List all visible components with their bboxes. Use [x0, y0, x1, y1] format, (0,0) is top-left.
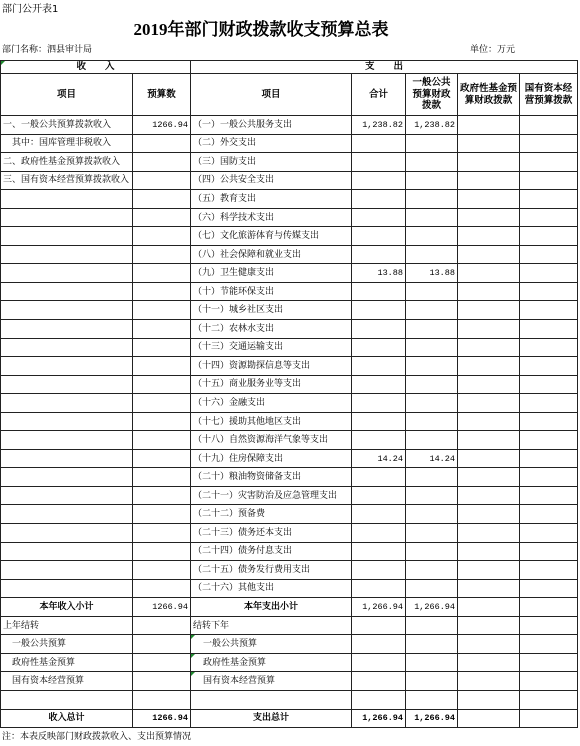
expense-item-cell: （二）外交支出 [191, 135, 352, 154]
gov-fund-amount-cell [458, 227, 520, 246]
income-item-cell [1, 339, 133, 358]
general-budget-amount-cell [406, 561, 458, 580]
expense-total-cell [352, 413, 406, 432]
gov-fund-column-header [458, 74, 520, 116]
expense-item-cell: （二十五）债务发行费用支出 [191, 561, 352, 580]
gov-fund-amount-cell [458, 357, 520, 376]
expense-total-cell [352, 283, 406, 302]
income-item-cell: 一、一般公共预算拨款收入 [1, 116, 133, 135]
expense-total-cell [352, 691, 406, 710]
gov-fund-amount-cell [458, 339, 520, 358]
expense-item-cell: （二十一）灾害防治及应急管理支出 [191, 487, 352, 506]
expense-item-cell: （六）科学技术支出 [191, 209, 352, 228]
expense-total-cell [352, 320, 406, 339]
income-item-cell: 国有资本经营预算 [1, 672, 133, 691]
gov-fund-amount-cell [458, 505, 520, 524]
expense-total-cell [352, 339, 406, 358]
state-capital-amount-cell [520, 580, 578, 599]
state-capital-amount-cell [520, 190, 578, 209]
income-amount-cell [133, 339, 191, 358]
expense-total-cell [352, 209, 406, 228]
state-capital-amount-cell [520, 394, 578, 413]
expense-item-cell: 国有资本经营预算 [191, 672, 352, 691]
gov-fund-amount-cell [458, 487, 520, 506]
general-budget-amount-cell [406, 227, 458, 246]
expense-total-cell: 1,238.82 [352, 116, 406, 135]
gov-fund-amount-cell [458, 153, 520, 172]
income-item-cell [1, 376, 133, 395]
state-capital-amount-cell [520, 264, 578, 283]
income-amount-cell [133, 320, 191, 339]
income-item-cell: 二、政府性基金预算拨款收入 [1, 153, 133, 172]
footer-note: 注：本表反映部门财政拨款收入、支出预算情况 [2, 732, 192, 742]
general-budget-amount-cell [406, 543, 458, 562]
state-capital-amount-cell [520, 431, 578, 450]
general-budget-amount-cell [406, 153, 458, 172]
gov-fund-amount-cell [458, 116, 520, 135]
general-budget-amount-cell [406, 209, 458, 228]
gov-fund-amount-cell [458, 320, 520, 339]
state-capital-amount-cell [520, 691, 578, 710]
state-capital-amount-cell [520, 450, 578, 469]
general-budget-amount-cell [406, 505, 458, 524]
income-amount-cell [133, 505, 191, 524]
income-item-cell [1, 543, 133, 562]
expense-total-cell: 1,266.94 [352, 710, 406, 729]
expense-total-cell [352, 487, 406, 506]
expense-total-cell [352, 357, 406, 376]
income-amount-cell [133, 246, 191, 265]
gov-fund-amount-cell [458, 598, 520, 617]
state-capital-amount-cell [520, 617, 578, 636]
page-title: 2019年部门财政拨款收支预算总表 [133, 20, 389, 39]
state-capital-amount-cell [520, 654, 578, 673]
expense-total-cell [352, 301, 406, 320]
income-item-cell: 三、国有资本经营预算拨款收入 [1, 172, 133, 191]
general-budget-amount-cell: 1,266.94 [406, 710, 458, 729]
income-item-cell [1, 487, 133, 506]
income-item-cell [1, 283, 133, 302]
general-budget-amount-cell [406, 246, 458, 265]
expense-total-cell: 13.88 [352, 264, 406, 283]
state-capital-amount-cell [520, 598, 578, 617]
state-capital-amount-cell [520, 283, 578, 302]
expense-item-cell: （十七）援助其他地区支出 [191, 413, 352, 432]
general-budget-amount-cell: 14.24 [406, 450, 458, 469]
gov-fund-amount-cell [458, 413, 520, 432]
expense-total-column-header: 合计 [352, 74, 406, 116]
expense-item-cell: （十四）资源勘探信息等支出 [191, 357, 352, 376]
gov-fund-amount-cell [458, 172, 520, 191]
expense-item-cell: （十六）金融支出 [191, 394, 352, 413]
expense-total-cell [352, 227, 406, 246]
income-amount-cell: 1266.94 [133, 116, 191, 135]
income-amount-column-header: 预算数 [133, 74, 191, 116]
gov-fund-amount-cell [458, 450, 520, 469]
income-amount-cell [133, 172, 191, 191]
income-item-cell [1, 580, 133, 599]
income-amount-cell [133, 394, 191, 413]
income-amount-cell [133, 283, 191, 302]
income-amount-cell [133, 580, 191, 599]
state-capital-amount-cell [520, 153, 578, 172]
expense-item-cell: 政府性基金预算 [191, 654, 352, 673]
expense-total-cell [352, 580, 406, 599]
general-budget-amount-cell [406, 190, 458, 209]
expense-item-cell [191, 691, 352, 710]
income-item-cell [1, 394, 133, 413]
expense-item-cell: （二十六）其他支出 [191, 580, 352, 599]
state-capital-amount-cell [520, 320, 578, 339]
income-item-cell [1, 190, 133, 209]
gov-fund-amount-cell [458, 431, 520, 450]
department-name: 部门名称：泗县审计局 [2, 45, 93, 55]
income-amount-cell [133, 153, 191, 172]
state-capital-amount-cell [520, 339, 578, 358]
state-capital-amount-cell [520, 672, 578, 691]
expense-item-column-header: 项目 [191, 74, 352, 116]
gov-fund-amount-cell [458, 710, 520, 729]
state-capital-amount-cell [520, 376, 578, 395]
income-amount-cell [133, 468, 191, 487]
income-item-cell [1, 505, 133, 524]
state-capital-amount-cell [520, 135, 578, 154]
income-amount-cell [133, 431, 191, 450]
expense-item-cell: （二十三）债务还本支出 [191, 524, 352, 543]
gov-fund-amount-cell [458, 283, 520, 302]
general-budget-amount-cell [406, 339, 458, 358]
income-item-cell [1, 431, 133, 450]
general-budget-amount-cell [406, 468, 458, 487]
expense-item-cell: 结转下年 [191, 617, 352, 636]
general-budget-amount-cell [406, 283, 458, 302]
gov-fund-amount-cell [458, 654, 520, 673]
budget-summary-table [0, 60, 578, 728]
income-item-cell [1, 357, 133, 376]
expense-item-cell: （二十四）债务付息支出 [191, 543, 352, 562]
gov-fund-amount-cell [458, 264, 520, 283]
expense-total-cell [352, 543, 406, 562]
expense-item-cell: （十八）自然资源海洋气象等支出 [191, 431, 352, 450]
general-budget-amount-cell [406, 172, 458, 191]
general-budget-amount-cell [406, 301, 458, 320]
state-capital-amount-cell [520, 301, 578, 320]
expense-item-cell: 一般公共预算 [191, 635, 352, 654]
expense-item-cell: （三）国防支出 [191, 153, 352, 172]
general-budget-amount-cell [406, 135, 458, 154]
income-item-cell [1, 301, 133, 320]
income-amount-cell [133, 357, 191, 376]
state-capital-amount-cell [520, 413, 578, 432]
state-capital-amount-cell [520, 209, 578, 228]
expense-total-cell [352, 190, 406, 209]
gov-fund-amount-cell [458, 617, 520, 636]
expense-total-cell: 14.24 [352, 450, 406, 469]
general-budget-amount-cell [406, 413, 458, 432]
expense-item-cell: （十）节能环保支出 [191, 283, 352, 302]
expense-total-cell [352, 617, 406, 636]
income-amount-cell [133, 135, 191, 154]
page-label: 部门公开表1 [2, 4, 59, 15]
state-capital-amount-cell [520, 561, 578, 580]
expense-item-cell: （九）卫生健康支出 [191, 264, 352, 283]
expense-item-cell: 支出总计 [191, 710, 352, 729]
gov-fund-amount-cell [458, 672, 520, 691]
expense-total-cell: 1,266.94 [352, 598, 406, 617]
expense-item-cell: （十一）城乡社区支出 [191, 301, 352, 320]
general-budget-column-label: 一般公共预算财政拨款 [412, 77, 451, 112]
income-item-cell [1, 524, 133, 543]
expense-item-cell: （十九）住房保障支出 [191, 450, 352, 469]
expense-section-header: 支 出 [191, 61, 578, 74]
income-amount-cell [133, 413, 191, 432]
income-item-cell: 上年结转 [1, 617, 133, 636]
income-amount-cell [133, 543, 191, 562]
income-item-column-header: 项目 [1, 74, 133, 116]
expense-item-cell: （五）教育支出 [191, 190, 352, 209]
gov-fund-amount-cell [458, 209, 520, 228]
expense-total-cell [352, 505, 406, 524]
state-capital-amount-cell [520, 543, 578, 562]
expense-total-cell [352, 135, 406, 154]
income-item-cell [1, 227, 133, 246]
income-amount-cell [133, 190, 191, 209]
income-amount-cell [133, 227, 191, 246]
income-amount-cell [133, 672, 191, 691]
income-item-cell: 其中：国库管理非税收入 [1, 135, 133, 154]
expense-item-cell: （二十二）预备费 [191, 505, 352, 524]
general-budget-amount-cell: 13.88 [406, 264, 458, 283]
expense-total-cell [352, 561, 406, 580]
state-capital-column-label: 国有资本经营预算拨款 [524, 83, 573, 106]
general-budget-amount-cell [406, 617, 458, 636]
income-amount-cell [133, 654, 191, 673]
income-item-cell: 一般公共预算 [1, 635, 133, 654]
gov-fund-amount-cell [458, 468, 520, 487]
gov-fund-amount-cell [458, 376, 520, 395]
general-budget-amount-cell [406, 357, 458, 376]
expense-item-cell: 本年支出小计 [191, 598, 352, 617]
gov-fund-amount-cell [458, 561, 520, 580]
expense-item-cell: （十三）交通运输支出 [191, 339, 352, 358]
income-item-cell [1, 691, 133, 710]
expense-item-cell: （一）一般公共服务支出 [191, 116, 352, 135]
expense-item-cell: （十五）商业服务业等支出 [191, 376, 352, 395]
general-budget-amount-cell [406, 691, 458, 710]
gov-fund-amount-cell [458, 524, 520, 543]
general-budget-amount-cell [406, 524, 458, 543]
expense-item-cell: （八）社会保障和就业支出 [191, 246, 352, 265]
general-budget-amount-cell [406, 431, 458, 450]
state-capital-amount-cell [520, 172, 578, 191]
gov-fund-amount-cell [458, 543, 520, 562]
expense-total-cell [352, 524, 406, 543]
gov-fund-amount-cell [458, 246, 520, 265]
expense-total-cell [352, 153, 406, 172]
general-budget-amount-cell [406, 394, 458, 413]
income-amount-cell: 1266.94 [133, 710, 191, 729]
income-section-header: 收 入 [1, 61, 191, 74]
income-item-cell [1, 209, 133, 228]
general-budget-amount-cell [406, 376, 458, 395]
state-capital-amount-cell [520, 635, 578, 654]
expense-total-cell [352, 635, 406, 654]
income-amount-cell [133, 487, 191, 506]
expense-total-cell [352, 172, 406, 191]
income-amount-cell [133, 561, 191, 580]
gov-fund-amount-cell [458, 394, 520, 413]
income-amount-cell [133, 524, 191, 543]
income-amount-cell [133, 450, 191, 469]
gov-fund-column-label: 政府性基金预算财政拨款 [460, 83, 518, 106]
income-item-cell [1, 450, 133, 469]
gov-fund-amount-cell [458, 635, 520, 654]
income-item-cell [1, 561, 133, 580]
gov-fund-amount-cell [458, 135, 520, 154]
income-amount-cell [133, 301, 191, 320]
general-budget-amount-cell [406, 487, 458, 506]
general-budget-amount-cell [406, 672, 458, 691]
income-item-cell [1, 468, 133, 487]
expense-item-cell: （二十）粮油物资储备支出 [191, 468, 352, 487]
expense-total-cell [352, 431, 406, 450]
state-capital-amount-cell [520, 468, 578, 487]
state-capital-amount-cell [520, 227, 578, 246]
income-item-cell [1, 320, 133, 339]
state-capital-amount-cell [520, 710, 578, 729]
gov-fund-amount-cell [458, 691, 520, 710]
expense-total-cell [352, 672, 406, 691]
income-item-cell: 收入总计 [1, 710, 133, 729]
state-capital-amount-cell [520, 524, 578, 543]
gov-fund-amount-cell [458, 190, 520, 209]
general-budget-amount-cell [406, 320, 458, 339]
state-capital-amount-cell [520, 116, 578, 135]
general-budget-column-header [406, 74, 458, 116]
expense-total-cell [352, 246, 406, 265]
general-budget-amount-cell: 1,238.82 [406, 116, 458, 135]
state-capital-amount-cell [520, 357, 578, 376]
gov-fund-amount-cell [458, 301, 520, 320]
income-item-cell: 本年收入小计 [1, 598, 133, 617]
income-item-cell [1, 413, 133, 432]
general-budget-amount-cell [406, 580, 458, 599]
income-amount-cell [133, 635, 191, 654]
unit-label: 单位：万元 [470, 45, 516, 55]
general-budget-amount-cell [406, 654, 458, 673]
income-item-cell: 政府性基金预算 [1, 654, 133, 673]
state-capital-amount-cell [520, 246, 578, 265]
expense-item-cell: （七）文化旅游体育与传媒支出 [191, 227, 352, 246]
general-budget-amount-cell [406, 635, 458, 654]
general-budget-amount-cell: 1,266.94 [406, 598, 458, 617]
income-item-cell [1, 246, 133, 265]
income-amount-cell [133, 264, 191, 283]
income-amount-cell [133, 209, 191, 228]
expense-item-cell: （四）公共安全支出 [191, 172, 352, 191]
expense-total-cell [352, 654, 406, 673]
expense-total-cell [352, 468, 406, 487]
income-item-cell [1, 264, 133, 283]
expense-total-cell [352, 394, 406, 413]
state-capital-amount-cell [520, 487, 578, 506]
income-amount-cell [133, 691, 191, 710]
expense-total-cell [352, 376, 406, 395]
income-amount-cell: 1266.94 [133, 598, 191, 617]
expense-item-cell: （十二）农林水支出 [191, 320, 352, 339]
state-capital-column-header [520, 74, 578, 116]
income-amount-cell [133, 376, 191, 395]
state-capital-amount-cell [520, 505, 578, 524]
income-amount-cell [133, 617, 191, 636]
gov-fund-amount-cell [458, 580, 520, 599]
